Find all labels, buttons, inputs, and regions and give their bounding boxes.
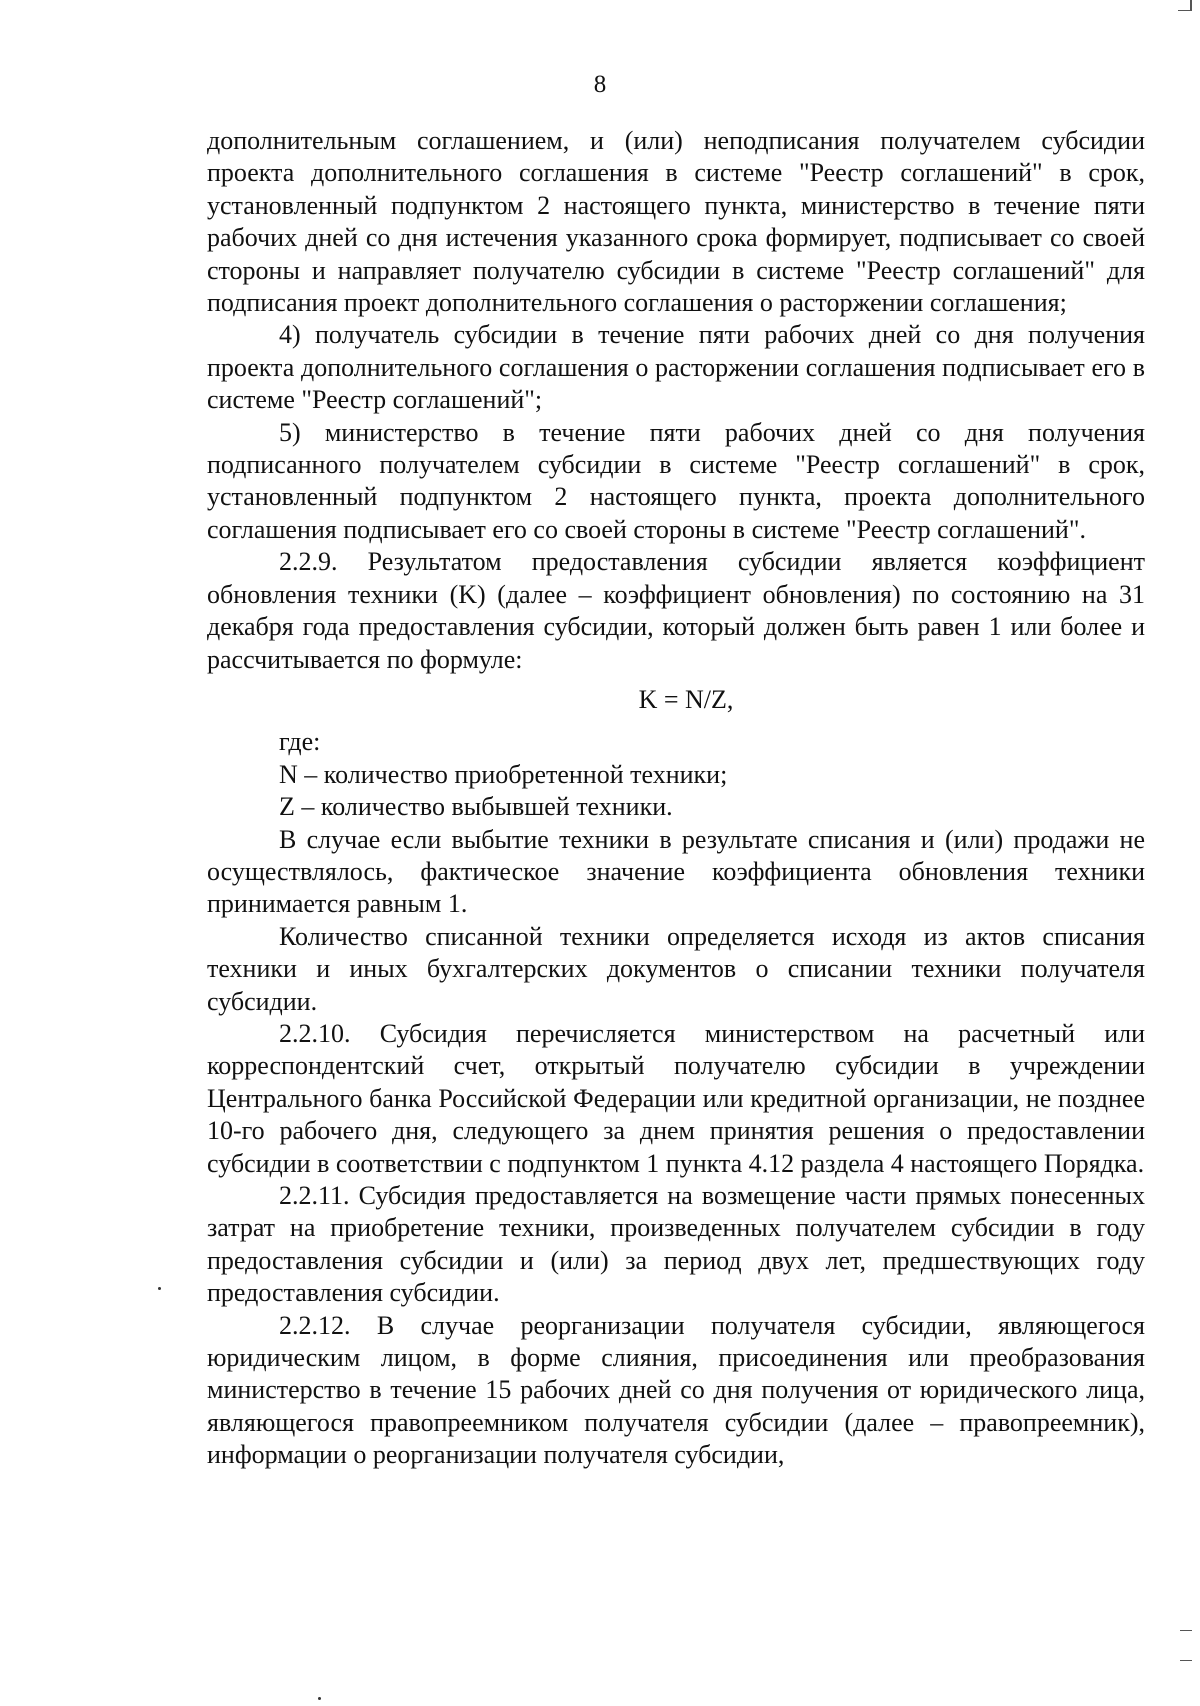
legend-where: где:: [279, 727, 321, 757]
document-body: [207, 125, 1145, 1472]
formula: K = N/Z,: [638, 684, 734, 714]
legend-z-definition: Z – количество выбывшей техники.: [279, 792, 673, 822]
paragraph-2-2-11: 2.2.11. Субсидия предоставляется на возмещение части прямых понесенных затрат на приобретение техники, произведенных получателем субсидии в году предоставления субсидии и (или) за период двух лет, предшествующих году предоставления субсидии.: [207, 1181, 1145, 1308]
page-number: 8: [593, 71, 607, 98]
paragraph-no-disposal: В случае если выбытие техники в результате списания и (или) продажи не осуществлялось, фактическое значение коэффициента обновления техники принимается равным 1.: [207, 824, 1145, 919]
scan-edge-mark: [1178, 0, 1192, 11]
paragraph-continuation: дополнительным соглашением, и (или) неподписания получателем субсидии проекта дополнительного соглашения в системе "Реестр соглашений" в срок, установленный подпунктом 2 настоящего пункта, министерство в течение пяти рабочих дней со дня истечения указанного срока формирует, подписывает со своей стороны и направляет получателю субсидии в системе "Реестр соглашений" для подписания проект дополнительного соглашения о расторжении соглашения;: [207, 126, 1145, 318]
scan-edge-mark: [1180, 1660, 1192, 1661]
scan-edge-mark: [1180, 1630, 1192, 1631]
paragraph-2-2-10: 2.2.10. Субсидия перечисляется министерством на расчетный или корреспондентский счет, открытый получателю субсидии в учреждении Центрального банка Российской Федерации или кредитной организации, не позднее 10-го рабочего дня, следующего за днем принятия решения о предоставлении субсидии в соответствии с подпунктом 1 пункта 4.12 раздела 4 настоящего Порядка.: [207, 1018, 1145, 1178]
scan-speck: [318, 1697, 321, 1700]
scan-speck: [158, 1287, 161, 1290]
paragraph-item-4: 4) получатель субсидии в течение пяти рабочих дней со дня получения проекта дополнительного соглашения о расторжении соглашения подписывает его в системе "Реестр соглашений";: [207, 320, 1145, 415]
paragraph-2-2-12: 2.2.12. В случае реорганизации получателя субсидии, являющегося юридическим лицом, в форме слияния, присоединения или преобразования министерство в течение 15 рабочих дней со дня получения от юридического лица, являющегося правопреемником получателя субсидии (далее – правопреемник), информации о реорганизации получателя субсидии,: [207, 1310, 1145, 1470]
paragraph-written-off-count: Количество списанной техники определяется исходя из актов списания техники и иных бухгалтерских документов о списании техники получателя субсидии.: [207, 921, 1145, 1016]
paragraph-2-2-9: 2.2.9. Результатом предоставления субсидии является коэффициент обновления техники (K) (далее – коэффициент обновления) по состоянию на 31 декабря года предоставления субсидии, который должен быть равен 1 или более и рассчитывается по формуле:: [207, 547, 1145, 674]
legend-n-definition: N – количество приобретенной техники;: [279, 759, 728, 789]
paragraph-item-5: 5) министерство в течение пяти рабочих дней со дня получения подписанного получателем субсидии в системе "Реестр соглашений" в срок, установленный подпунктом 2 настоящего пункта, проекта дополнительного соглашения подписывает его со своей стороны в системе "Реестр соглашений".: [207, 417, 1145, 544]
